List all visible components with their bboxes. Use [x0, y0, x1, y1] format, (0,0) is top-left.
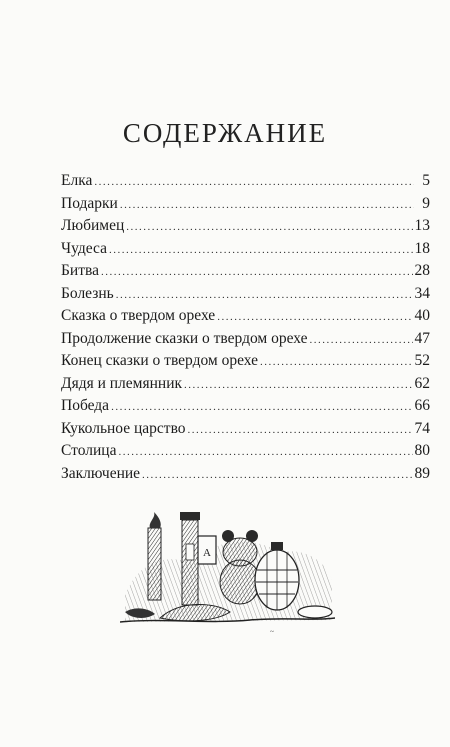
toc-entry-label: Сказка о твердом орехе [61, 307, 216, 324]
toc-entry [61, 215, 430, 238]
dot-leader [120, 194, 414, 217]
dot-leader [260, 351, 412, 374]
toc-entry-page: 5 [422, 172, 430, 189]
toc-entry-page: 47 [414, 329, 430, 347]
toc-entry-label: Чудеса [61, 239, 107, 257]
dot-leader [118, 441, 412, 464]
toc-entry-page: 34 [414, 284, 430, 302]
toc-entry-label: Кукольное царство [61, 419, 186, 437]
table-of-contents [61, 170, 430, 485]
toc-entry [61, 328, 430, 351]
toc-entry [61, 395, 430, 418]
dot-leader [101, 261, 413, 284]
dot-leader [184, 374, 412, 397]
toc-entry-page: 80 [414, 442, 430, 459]
toc-entry-label: Заключение [61, 464, 141, 482]
svg-text:~: ~ [270, 628, 274, 636]
toc-entry-label: Любимец [61, 217, 125, 234]
dot-leader [111, 396, 412, 419]
toc-entry [61, 260, 430, 283]
toc-entry [61, 283, 430, 306]
toc-entry-page: 62 [414, 374, 430, 392]
toc-entry-label: Елка [61, 172, 93, 189]
dot-leader [126, 216, 412, 239]
toc-entry-label: Болезнь [61, 284, 114, 302]
toc-entry-label: Конец сказки о твердом орехе [61, 352, 259, 369]
toc-entry-page: 66 [414, 397, 430, 414]
toc-entry [61, 305, 430, 328]
toc-entry-page: 40 [414, 307, 430, 324]
toys-vignette-icon [120, 500, 335, 640]
toc-entry-page: 89 [414, 464, 430, 482]
dot-leader [217, 306, 412, 329]
toc-entry [61, 373, 430, 396]
dot-leader [116, 284, 413, 307]
toc-entry-label: Дядя и племянник [61, 374, 183, 392]
toc-entry [61, 170, 430, 193]
dot-leader [310, 329, 413, 352]
toc-entry-page: 13 [414, 217, 430, 234]
toc-entry-page: 18 [414, 239, 430, 257]
svg-text:A: A [203, 547, 211, 559]
toc-entry [61, 193, 430, 216]
toc-entry [61, 463, 430, 486]
toc-entry-label: Подарки [61, 194, 118, 212]
toc-entry-page: 52 [414, 352, 430, 369]
toc-entry [61, 440, 430, 463]
toc-entry-label: Битва [61, 262, 99, 279]
dot-leader [188, 419, 413, 442]
toc-entry [61, 418, 430, 441]
dot-leader [109, 239, 413, 262]
toc-entry-label: Победа [61, 397, 110, 414]
page-title: СОДЕРЖАНИЕ [122, 118, 328, 148]
toc-entry [61, 350, 430, 373]
toc-entry-page: 28 [414, 262, 430, 279]
toc-entry-page: 74 [414, 419, 430, 437]
dot-leader [142, 464, 412, 487]
toc-entry [61, 238, 430, 261]
dot-leader [94, 171, 414, 194]
toc-entry-page: 9 [422, 194, 430, 212]
toc-entry-label: Продолжение сказки о твердом орехе [61, 329, 308, 347]
toc-entry-label: Столица [61, 442, 117, 459]
